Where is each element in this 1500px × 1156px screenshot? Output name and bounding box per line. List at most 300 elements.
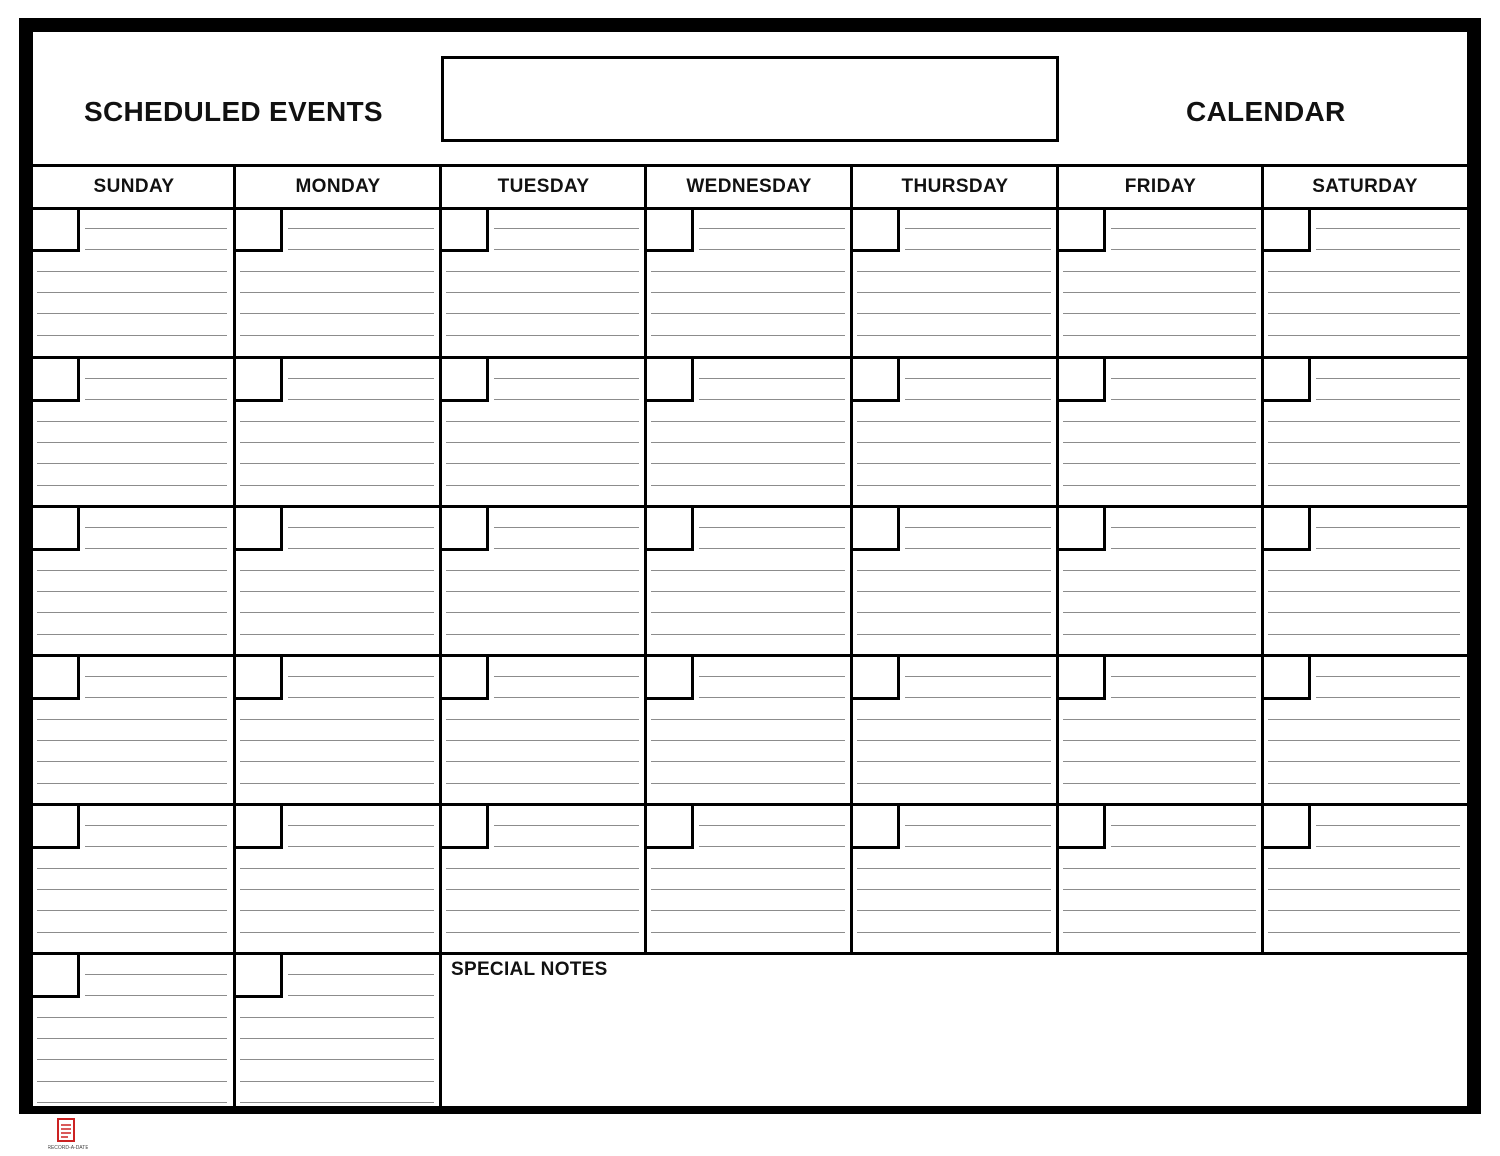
writing-line [240,889,434,890]
day-cell[interactable] [1059,806,1262,953]
writing-line [37,271,227,272]
writing-line [1268,889,1460,890]
date-number-box[interactable] [1059,209,1106,252]
day-cell[interactable] [442,359,645,506]
writing-line [857,570,1051,571]
date-number-box[interactable] [442,359,489,402]
writing-line [905,697,1051,698]
writing-line [857,335,1051,336]
writing-line [1063,719,1256,720]
week-divider [33,654,1467,657]
day-cell[interactable] [33,806,233,953]
day-cell[interactable] [236,955,440,1105]
calendar-sheet [33,32,1467,1106]
writing-line [699,399,845,400]
day-cell[interactable] [647,508,851,655]
writing-line [651,740,845,741]
writing-line [1316,527,1460,528]
writing-line [1063,442,1256,443]
day-cell[interactable] [1059,657,1262,804]
writing-line [651,591,845,592]
writing-line [1268,634,1460,635]
writing-line [37,442,227,443]
writing-line [1268,313,1460,314]
writing-line [1111,249,1256,250]
writing-line [699,228,845,229]
writing-line [240,570,434,571]
writing-line [1268,783,1460,784]
writing-line [651,335,845,336]
writing-line [446,292,639,293]
writing-line [1063,740,1256,741]
column-divider [1056,165,1059,954]
day-cell[interactable] [33,209,233,356]
writing-line [288,676,434,677]
date-number-box[interactable] [1059,359,1106,402]
day-cell[interactable] [1264,806,1466,953]
calendar-frame [19,18,1481,1114]
date-number-box[interactable] [33,359,80,402]
writing-line [905,378,1051,379]
date-number-box[interactable] [853,359,900,402]
writing-line [1063,783,1256,784]
day-cell[interactable] [853,657,1057,804]
writing-line [494,228,639,229]
writing-line [651,932,845,933]
writing-line [1063,313,1256,314]
writing-line [651,485,845,486]
writing-line [37,868,227,869]
writing-line [446,313,639,314]
day-cell[interactable] [853,209,1057,356]
day-cell[interactable] [33,359,233,506]
writing-line [240,1102,434,1103]
writing-line [651,910,845,911]
writing-line [85,974,227,975]
writing-line [905,228,1051,229]
writing-line [651,292,845,293]
writing-line [1268,442,1460,443]
writing-line [494,249,639,250]
week-divider [33,356,1467,359]
writing-line [37,719,227,720]
column-divider [233,165,236,954]
weekday-label-thursday: THURSDAY [901,176,1009,197]
writing-line [1268,570,1460,571]
writing-line [699,527,845,528]
day-cell[interactable] [442,209,645,356]
date-number-box[interactable] [1264,209,1311,252]
column-divider [1261,165,1264,954]
writing-line [37,612,227,613]
writing-line [446,719,639,720]
writing-line [494,697,639,698]
day-cell[interactable] [853,806,1057,953]
writing-line [240,591,434,592]
writing-line [1111,527,1256,528]
writing-line [857,761,1051,762]
writing-line [1268,463,1460,464]
date-number-box[interactable] [1264,657,1311,700]
month-field[interactable] [441,56,1059,142]
writing-line [240,485,434,486]
page-title: SCHEDULED EVENTS [84,96,383,127]
writing-line [446,932,639,933]
writing-line [1268,421,1460,422]
writing-line [1316,825,1460,826]
writing-line [240,1017,434,1018]
writing-line [240,442,434,443]
writing-line [1111,228,1256,229]
writing-line [37,485,227,486]
writing-line [857,868,1051,869]
writing-line [288,378,434,379]
day-cell[interactable] [1059,508,1262,655]
date-number-box[interactable] [442,209,489,252]
date-number-box[interactable] [33,657,80,700]
writing-line [1316,228,1460,229]
writing-line [240,271,434,272]
writing-line [1111,548,1256,549]
writing-line [85,378,227,379]
writing-line [1268,740,1460,741]
writing-line [446,868,639,869]
writing-line [37,1038,227,1039]
writing-line [446,761,639,762]
writing-line [1316,548,1460,549]
date-number-box[interactable] [33,955,80,998]
writing-line [1111,697,1256,698]
writing-line [1316,399,1460,400]
writing-line [1268,719,1460,720]
writing-line [85,846,227,847]
writing-line [1316,846,1460,847]
writing-line [1063,271,1256,272]
writing-line [240,634,434,635]
weekday-label-wednesday: WEDNESDAY [686,176,812,197]
writing-line [446,634,639,635]
date-number-box[interactable] [442,508,489,551]
writing-line [37,313,227,314]
writing-line [905,527,1051,528]
writing-line [651,271,845,272]
writing-line [446,271,639,272]
day-cell[interactable] [236,209,440,356]
day-cell[interactable] [647,209,851,356]
day-cell[interactable] [442,657,645,804]
date-number-box[interactable] [1264,508,1311,551]
writing-line [37,634,227,635]
day-cell[interactable] [236,806,440,953]
writing-line [240,292,434,293]
writing-line [240,761,434,762]
day-cell[interactable] [442,806,645,953]
date-number-box[interactable] [853,209,900,252]
date-number-box[interactable] [647,508,694,551]
writing-line [494,399,639,400]
writing-line [85,697,227,698]
writing-line [1268,485,1460,486]
date-number-box[interactable] [853,806,900,849]
writing-line [651,570,845,571]
writing-line [240,335,434,336]
writing-line [37,740,227,741]
writing-line [446,910,639,911]
writing-line [37,1059,227,1060]
date-number-box[interactable] [236,657,283,700]
day-cell[interactable] [1264,657,1466,804]
writing-line [288,249,434,250]
writing-line [1111,399,1256,400]
writing-line [857,271,1051,272]
writing-line [1063,485,1256,486]
day-cell[interactable] [236,657,440,804]
writing-line [1063,570,1256,571]
date-number-box[interactable] [1059,657,1106,700]
writing-line [1111,825,1256,826]
writing-line [288,228,434,229]
writing-line [240,719,434,720]
writing-line [1063,868,1256,869]
day-cell[interactable] [1264,209,1466,356]
writing-line [857,932,1051,933]
writing-line [288,697,434,698]
writing-line [1268,910,1460,911]
writing-line [905,249,1051,250]
column-divider [439,165,442,954]
writing-line [446,783,639,784]
writing-line [651,442,845,443]
writing-line [37,463,227,464]
writing-line [1063,932,1256,933]
day-cell[interactable] [236,359,440,506]
writing-line [494,825,639,826]
day-cell[interactable] [33,508,233,655]
writing-line [37,335,227,336]
writing-line [651,313,845,314]
writing-line [857,485,1051,486]
day-cell[interactable] [853,359,1057,506]
writing-line [85,548,227,549]
writing-line [699,697,845,698]
writing-line [857,719,1051,720]
writing-line [651,421,845,422]
writing-line [699,846,845,847]
writing-line [85,995,227,996]
day-cell[interactable] [442,508,645,655]
writing-line [651,889,845,890]
writing-line [85,228,227,229]
writing-line [288,399,434,400]
writing-line [905,676,1051,677]
writing-line [85,527,227,528]
writing-line [288,974,434,975]
writing-line [1316,676,1460,677]
writing-line [699,249,845,250]
writing-line [37,292,227,293]
writing-line [651,463,845,464]
writing-line [905,846,1051,847]
writing-line [37,570,227,571]
writing-line [857,463,1051,464]
writing-line [1063,421,1256,422]
date-number-box[interactable] [647,209,694,252]
writing-line [1063,612,1256,613]
writing-line [240,1081,434,1082]
writing-line [1268,761,1460,762]
writing-line [857,442,1051,443]
day-cell[interactable] [647,657,851,804]
day-cell[interactable] [647,359,851,506]
day-cell[interactable] [33,657,233,804]
writing-line [1268,591,1460,592]
writing-line [240,421,434,422]
date-number-box[interactable] [33,209,80,252]
date-number-box[interactable] [647,657,694,700]
special-notes-label: SPECIAL NOTES [451,959,608,980]
writing-line [857,634,1051,635]
date-number-box[interactable] [236,508,283,551]
writing-line [1316,697,1460,698]
special-notes-area[interactable] [444,956,1467,1106]
writing-line [446,485,639,486]
date-number-box[interactable] [236,359,283,402]
writing-line [37,1102,227,1103]
column-divider [439,954,442,1106]
column-divider [850,165,853,954]
writing-line [288,825,434,826]
date-number-box[interactable] [442,657,489,700]
writing-line [857,783,1051,784]
writing-line [85,825,227,826]
writing-line [699,676,845,677]
writing-line [446,612,639,613]
week-divider [33,952,1467,955]
writing-line [446,421,639,422]
writing-line [37,889,227,890]
date-number-box[interactable] [236,209,283,252]
date-number-box[interactable] [1059,508,1106,551]
writing-line [1063,889,1256,890]
day-cell[interactable] [1059,209,1262,356]
day-cell[interactable] [853,508,1057,655]
writing-line [857,421,1051,422]
writing-line [1111,846,1256,847]
writing-line [446,442,639,443]
writing-line [37,783,227,784]
writing-line [288,846,434,847]
writing-line [446,463,639,464]
writing-line [240,910,434,911]
date-number-box[interactable] [853,508,900,551]
writing-line [494,378,639,379]
week-divider [33,803,1467,806]
weekday-label-tuesday: TUESDAY [497,176,590,197]
writing-line [37,761,227,762]
writing-line [240,463,434,464]
writing-line [857,591,1051,592]
writing-line [240,612,434,613]
date-number-box[interactable] [853,657,900,700]
writing-line [37,421,227,422]
writing-line [699,825,845,826]
writing-line [240,1059,434,1060]
writing-line [85,249,227,250]
writing-line [240,313,434,314]
date-number-box[interactable] [236,806,283,849]
writing-line [37,932,227,933]
writing-line [1063,463,1256,464]
writing-line [857,910,1051,911]
writing-line [446,889,639,890]
writing-line [288,527,434,528]
date-number-box[interactable] [1264,806,1311,849]
writing-line [905,548,1051,549]
day-cell[interactable] [236,508,440,655]
writing-line [494,676,639,677]
date-number-box[interactable] [1059,806,1106,849]
day-cell[interactable] [1264,508,1466,655]
writing-line [1268,271,1460,272]
writing-line [288,995,434,996]
writing-line [494,846,639,847]
writing-line [1063,292,1256,293]
writing-line [905,825,1051,826]
header-divider [33,164,1467,167]
writing-line [1111,676,1256,677]
writing-line [857,612,1051,613]
date-number-box[interactable] [647,359,694,402]
writing-line [1316,249,1460,250]
writing-line [651,761,845,762]
weekday-label-monday: MONDAY [295,176,381,197]
writing-line [699,548,845,549]
writing-line [494,527,639,528]
writing-line [1268,868,1460,869]
writing-line [1316,378,1460,379]
day-cell[interactable] [1264,359,1466,506]
writing-line [37,910,227,911]
day-cell[interactable] [33,955,233,1105]
date-number-box[interactable] [33,508,80,551]
writing-line [651,719,845,720]
date-number-box[interactable] [1264,359,1311,402]
writing-line [699,378,845,379]
date-number-box[interactable] [442,806,489,849]
writing-line [1268,932,1460,933]
day-cell[interactable] [647,806,851,953]
weekday-label-friday: FRIDAY [1124,176,1197,197]
writing-line [651,868,845,869]
date-number-box[interactable] [647,806,694,849]
writing-line [494,548,639,549]
writing-line [446,591,639,592]
writing-line [1268,292,1460,293]
writing-line [240,783,434,784]
date-number-box[interactable] [33,806,80,849]
writing-line [1063,591,1256,592]
column-divider [644,165,647,954]
date-number-box[interactable] [236,955,283,998]
weekday-label-sunday: SUNDAY [93,176,175,197]
column-divider [233,954,236,1106]
writing-line [240,740,434,741]
day-cell[interactable] [1059,359,1262,506]
writing-line [651,612,845,613]
writing-line [651,783,845,784]
writing-line [446,335,639,336]
writing-line [1063,761,1256,762]
